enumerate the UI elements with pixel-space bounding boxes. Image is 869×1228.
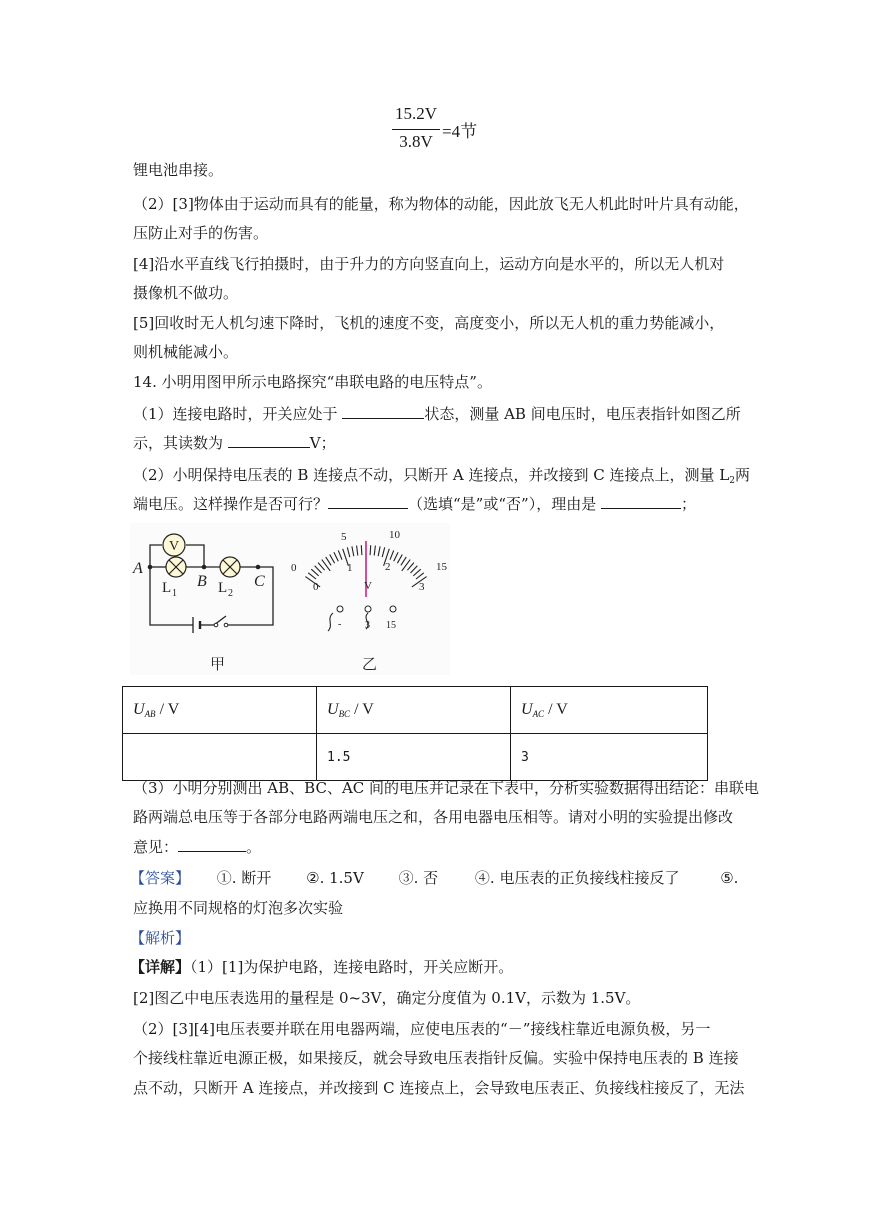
node-label-c: C (254, 573, 265, 590)
text-line: 则机械能减小。 (133, 343, 239, 361)
text-fragment: 。 (246, 838, 262, 856)
text-fragment: 状态，测量 AB 间电压时，电压表指针如图乙所 (424, 405, 741, 423)
text-fragment: （1）连接电路时，开关应处于 (133, 405, 343, 423)
answer-line-cont: 应换用不同规格的灯泡多次实验 (133, 899, 344, 917)
fraction-bar (392, 129, 440, 130)
dial-top-label-5: 5 (341, 531, 347, 543)
answer-blank[interactable] (601, 494, 681, 509)
table-cell (123, 734, 317, 781)
answer-option: ④. 电压表的正负接线柱接反了 (474, 869, 680, 887)
answer-option: ③. 否 (398, 869, 439, 887)
table-cell: 1.5 (317, 734, 511, 781)
figure-caption-circuit: 甲 (210, 655, 226, 673)
answer-option: ②. 1.5V (306, 869, 364, 887)
dial-bottom-label-2: 2 (385, 561, 391, 573)
table-header-cell: $U_{AB}$ / V (123, 687, 317, 734)
figure-caption-meter: 乙 (362, 655, 378, 673)
text-fragment: 两 (734, 466, 750, 484)
text-fragment: ； (680, 495, 696, 513)
text-line: [5]回收时无人机匀速下降时，飞机的速度不变，高度变小，所以无人机的重力势能减小， (133, 314, 725, 332)
table-header-cell: $U_{AC}$ / V (511, 687, 708, 734)
text-line: [2]图乙中电压表选用的量程是 0~3V，确定分度值为 0.1V，示数为 1.5V。 (133, 989, 641, 1007)
answer-option: ①. 断开 (216, 869, 272, 887)
dial-bottom-label-1: 1 (347, 562, 353, 574)
analysis-tag: 【解析】 (130, 929, 191, 947)
terminal-label-3: 3 (365, 620, 370, 631)
text-fragment: （选填“是”或“否”），理由是 (408, 495, 601, 513)
question-14-part-1-cont (133, 433, 336, 453)
question-14-part-2 (133, 465, 750, 491)
table-header-cell: $U_{BC}$ / V (317, 687, 511, 734)
terminal-icon (365, 606, 371, 612)
dial-top-label-15: 15 (436, 561, 447, 573)
question-14-part-1 (133, 404, 741, 424)
lamp-icon (166, 557, 186, 577)
fraction-numerator: 15.2V (394, 104, 438, 123)
fraction-denominator: 3.8V (399, 132, 433, 151)
text-line: [4]沿水平直线飞行拍摄时，由于升力的方向竖直向上，运动方向是水平的，所以无人机对 (133, 255, 725, 273)
terminal-icon (390, 606, 396, 612)
figure-area (130, 523, 450, 675)
text-line: 个接线柱靠近电源正极，如果接反，就会导致电压表指针反偏。实验中保持电压表的 B 连接 (133, 1049, 739, 1067)
text-line: （2）[3]物体由于运动而具有的能量，称为物体的动能，因此放飞无人机此时叶片具有动能， (133, 195, 749, 213)
dial-top-label-10: 10 (389, 529, 400, 541)
answer-blank[interactable] (342, 404, 424, 419)
lamp-label-l1: L (162, 580, 172, 596)
terminal-icon (337, 606, 343, 612)
circuit-diagram (130, 523, 450, 675)
text-fragment: （2）小明保持电压表的 B 连接点不动，只断开 A 连接点，并改接到 C 连接点上，测量 L (133, 466, 730, 484)
answer-blank[interactable] (228, 433, 310, 448)
text-fragment: （1）[1]为保护电路，连接电路时，开关应断开。 (190, 958, 514, 976)
lamp-icon (220, 557, 240, 577)
lamp-label-l2: L (218, 580, 228, 596)
table-header-row (123, 687, 708, 734)
lamp-label-l1-sub: 1 (172, 588, 177, 599)
text-fragment: 意见： (133, 838, 179, 856)
table-row (123, 734, 708, 781)
text-line: 点不动，只断开 A 连接点，并改接到 C 连接点上，会导致电压表正、负接线柱接反了，无法 (133, 1079, 745, 1097)
node-label-b: B (197, 573, 207, 590)
fraction-expression (392, 104, 512, 154)
detail-line (130, 957, 513, 977)
terminal-label-negative: - (338, 619, 342, 630)
dial-tick (370, 545, 371, 555)
node-label-a: A (133, 560, 143, 577)
voltage-table (122, 686, 708, 781)
subscript: 2 (729, 476, 735, 486)
dial-unit-label: V (364, 580, 372, 592)
text-line: 路两端总电压等于各部分电路两端电压之和，各用电器电压相等。请对小明的实验提出修改 (133, 808, 734, 826)
text-fragment: 端电压。这样操作是否可行？ (133, 495, 329, 513)
text-line: 摄像机不做功。 (133, 284, 239, 302)
lamp-label-l2-sub: 2 (228, 588, 233, 599)
terminal-label-15: 15 (386, 620, 396, 631)
text-line: 锂电池串接。 (133, 161, 224, 179)
fraction-result: =4节 (442, 122, 478, 141)
question-14-part-2-cont (133, 494, 696, 514)
dial-tick (361, 545, 362, 555)
text-line: （3）小明分别测出 AB、BC、AC 间的电压并记录在下表中，分析实验数据得出结论：串联电 (133, 779, 760, 797)
detail-tag: 【详解】 (130, 958, 191, 976)
text-fragment: 示，其读数为 (133, 434, 228, 452)
dial-bottom-label-0: 0 (313, 581, 319, 593)
text-fragment: V； (309, 434, 336, 452)
question-14-part-3-cont (133, 837, 261, 857)
answer-option: ⑤. (720, 869, 739, 887)
question-14-title: 14. 小明用图甲所示电路探究“串联电路的电压特点”。 (133, 373, 492, 391)
text-line: 压防止对手的伤害。 (133, 224, 269, 242)
voltmeter-label: V (169, 539, 180, 554)
answer-blank[interactable] (178, 837, 246, 852)
answer-blank[interactable] (328, 494, 408, 509)
table-cell: 3 (511, 734, 708, 781)
text-line: （2）[3][4]电压表要并联在用电器两端，应使电压表的“－”接线柱靠近电源负极，另一 (133, 1020, 711, 1038)
dial-bottom-label-3: 3 (419, 581, 425, 593)
answer-tag: 【答案】 (130, 869, 191, 887)
answer-line (130, 868, 738, 888)
dial-top-label-0: 0 (291, 562, 297, 574)
